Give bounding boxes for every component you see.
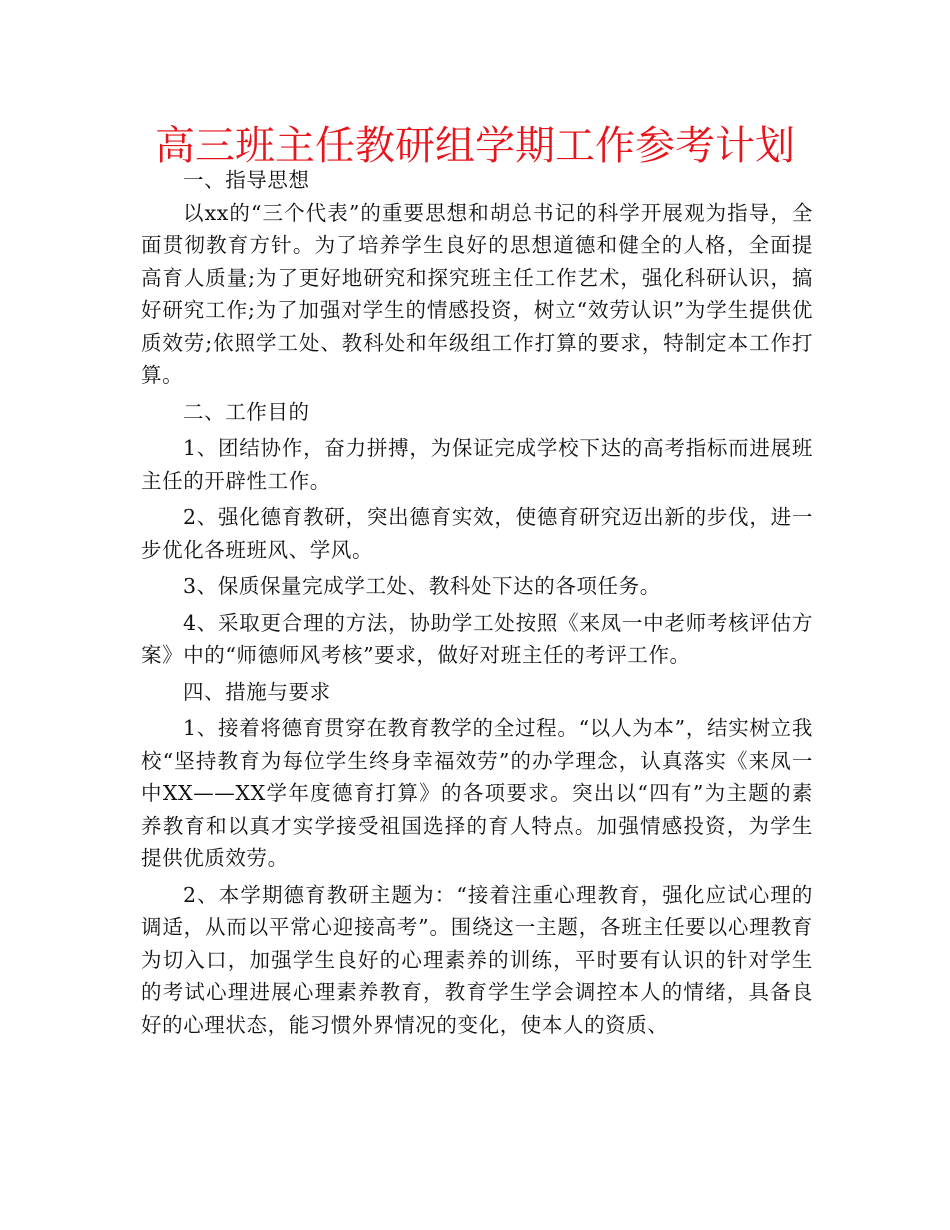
paragraph-measure-1: 1、接着将德育贯穿在教育教学的全过程。“以人为本”，结实树立我校“坚持教育为每位学生终身幸福效劳”的办学理念，认真落实《来凤一中XX——XX学年度德育打算》的各项要求。突出以“四有”为主题的素养教育和以真才实学接受祖国选择的育人特点。加强情感投资，为学生提供优质效劳。: [141, 716, 813, 870]
section-heading-work-goals: 二、工作目的: [183, 399, 310, 424]
section-heading-measures: 四、措施与要求: [183, 679, 331, 704]
paragraph-measure-2: 2、本学期德育教研主题为：“接着注重心理教育，强化应试心理的调适，从而以平常心迎接高考”。围绕这一主题，各班主任要以心理教育为切入口，加强学生良好的心理素养的训练，平时要有认识的针对学生的考试心理进展心理素养教育，教育学生学会调控本人的情绪，具备良好的心理状态，能习惯外界情况的变化，使本人的资质、: [141, 882, 813, 1037]
paragraph-goal-4: 4、采取更合理的方法，协助学工处按照《来凤一中老师考核评估方案》中的“师德师风考核”要求，做好对班主任的考评工作。: [141, 610, 813, 667]
paragraph-goal-1: 1、团结协作，奋力拼搏，为保证完成学校下达的高考指标而进展班主任的开辟性工作。: [141, 436, 813, 493]
document-title: 高三班主任教研组学期工作参考计划: [155, 123, 795, 169]
paragraph-goal-3: 3、保质保量完成学工处、教科处下达的各项任务。: [183, 574, 661, 598]
document-body: [141, 164, 813, 1041]
paragraph-goal-2: 2、强化德育教研，突出德育实效，使德育研究迈出新的步伐，进一步优化各班班风、学风。: [141, 505, 813, 562]
paragraph-guiding-ideology: 以xx的“三个代表”的重要思想和胡总书记的科学开展观为指导，全面贯彻教育方针。为了培养学生良好的思想道德和健全的人格，全面提高育人质量;为了更好地研究和探究班主任工作艺术，强化科研认识，搞好研究工作;为了加强对学生的情感投资，树立“效劳认识”为学生提供优质效劳;依照学工处、教科处和年级组工作打算的要求，特制定本工作打算。: [141, 200, 813, 387]
section-heading-guiding-ideology: 一、指导思想: [183, 168, 310, 192]
